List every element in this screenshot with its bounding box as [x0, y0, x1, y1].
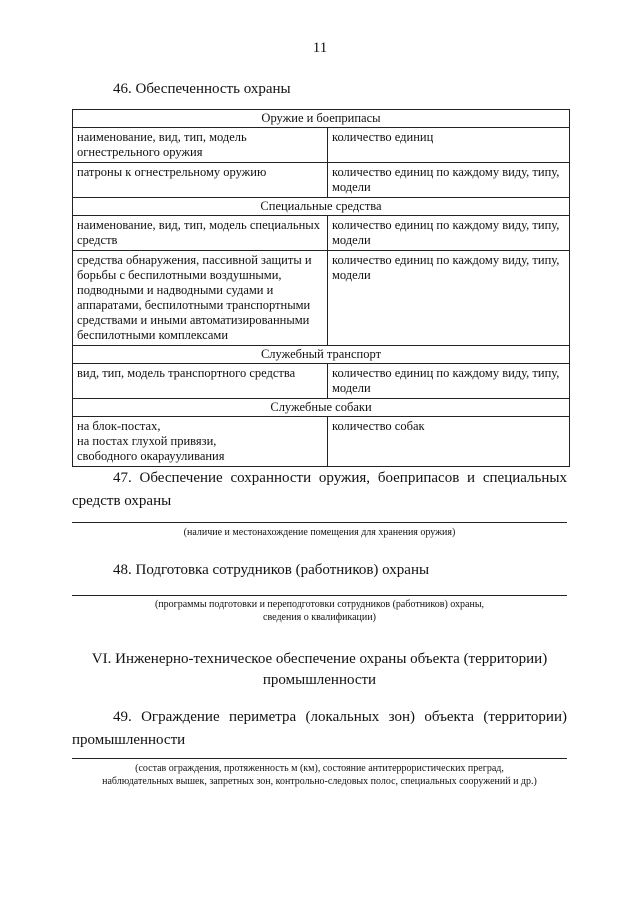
item-47-line1: 47. Обеспечение сохранности оружия, боеприпасов и специальных: [113, 470, 567, 486]
quantity-cell: количество единиц по каждому виду, типу, модели: [328, 251, 570, 346]
item-47-text: [72, 467, 567, 513]
item-name-cell: средства обнаружения, пассивной защиты и борьбы с беспилотными воздушными, подводными и надводными судами и аппаратами, беспилотными транспортными средствами и иными автоматизированными беспилотными комплексами: [73, 251, 328, 346]
item-47-note: (наличие и местонахождение помещения для хранения оружия): [183, 527, 456, 538]
table-row: [73, 163, 570, 198]
item-49-note-line1: (состав ограждения, протяженность м (км), состояние антитеррористических преград,: [135, 763, 504, 774]
quantity-cell: количество единиц по каждому виду, типу, модели: [328, 163, 570, 198]
item-47-line2: средств охраны: [72, 493, 172, 509]
item-name-cell: наименование, вид, тип, модель специальных средств: [73, 216, 328, 251]
section-vi-title-line1: VI. Инженерно-техническое обеспечение охраны объекта (территории): [91, 651, 548, 667]
security-provision-table: [72, 109, 570, 467]
quantity-cell: количество единиц по каждому виду, типу, модели: [328, 216, 570, 251]
section-header-row: [73, 110, 570, 128]
section-header: Служебный транспорт: [73, 346, 570, 364]
item-name-cell: наименование, вид, тип, модель огнестрельного оружия: [73, 128, 328, 163]
item-48-note-line2: сведения о квалификации): [263, 612, 376, 623]
table-row: [73, 216, 570, 251]
quantity-cell: количество собак: [328, 417, 570, 467]
section-header-row: [73, 198, 570, 216]
item-48-note-line1: (программы подготовки и переподготовки сотрудников (работников) охраны,: [154, 599, 485, 610]
item-48-fill-line: [72, 595, 567, 596]
item-name-cell: патроны к огнестрельному оружию: [73, 163, 328, 198]
section-header: Оружие и боеприпасы: [73, 110, 570, 128]
section-header-row: [73, 399, 570, 417]
item-49-line1: 49. Ограждение периметра (локальных зон) объекта (территории): [113, 709, 567, 725]
item-49-fill-line: [72, 758, 567, 759]
page-number: 11: [312, 40, 328, 56]
item-48-note: [72, 598, 567, 624]
table-row: [73, 364, 570, 399]
item-name-cell: вид, тип, модель транспортного средства: [73, 364, 328, 399]
table-row: [73, 251, 570, 346]
table-row: [73, 417, 570, 467]
section-header-row: [73, 346, 570, 364]
item-48-text: 48. Подготовка сотрудников (работников) охраны: [113, 562, 430, 578]
section-vi-title-line2: промышленности: [262, 672, 377, 688]
item-49-note-line2: наблюдательных вышек, запретных зон, контрольно-следовых полос, специальных сооружений и др.): [102, 776, 537, 787]
item-49-note: [72, 762, 567, 788]
section-vi-title: [72, 649, 567, 691]
quantity-cell: количество единиц: [328, 128, 570, 163]
item-name-cell: на блок-постах, на постах глухой привязи, свободного окараууливания: [73, 417, 328, 467]
quantity-cell: количество единиц по каждому виду, типу, модели: [328, 364, 570, 399]
table-row: [73, 128, 570, 163]
item-46-heading: 46. Обеспеченность охраны: [113, 81, 291, 97]
section-header: Служебные собаки: [73, 399, 570, 417]
item-47-fill-line: [72, 522, 567, 523]
item-49-line2: промышленности: [72, 732, 186, 748]
section-header: Специальные средства: [73, 198, 570, 216]
item-49-text: [72, 706, 567, 752]
